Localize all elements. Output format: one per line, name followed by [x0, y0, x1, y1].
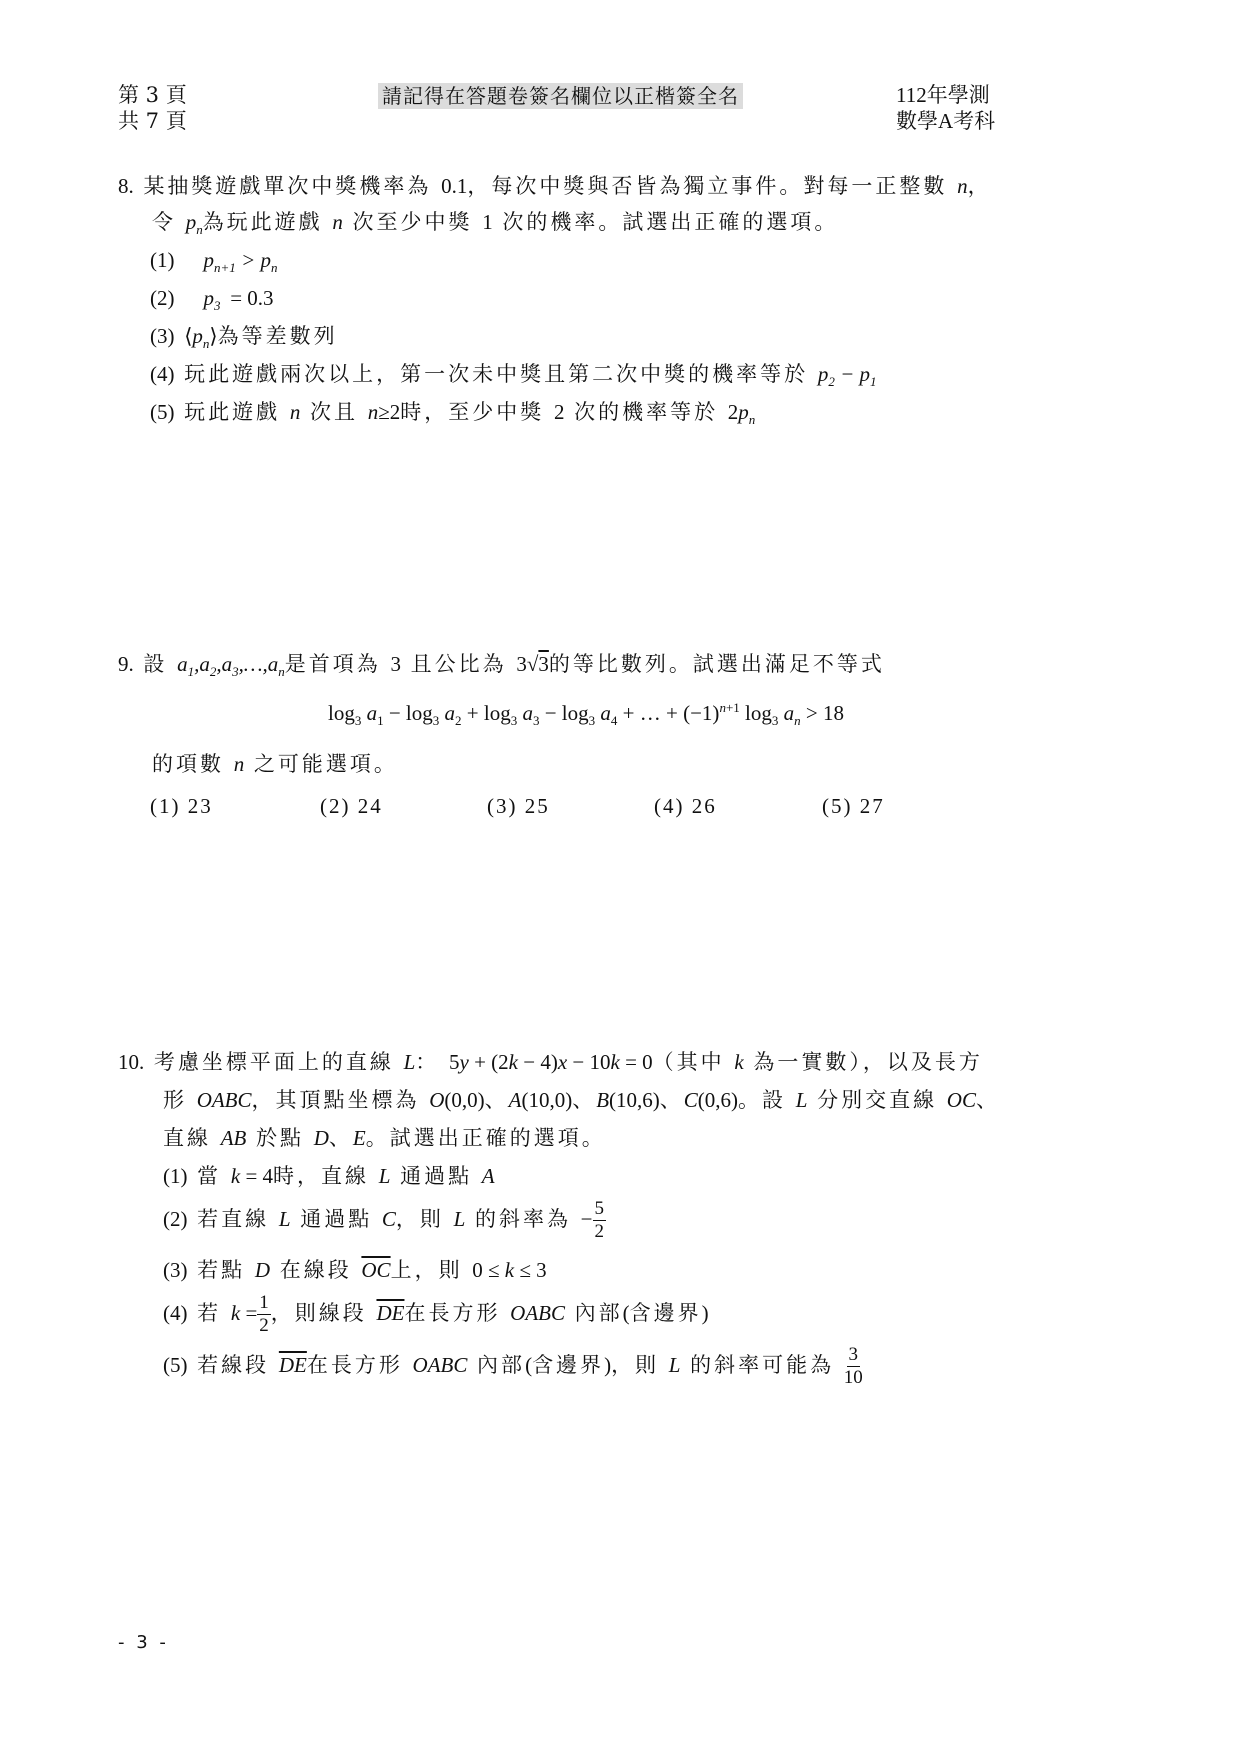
question-10-stem-line2: 形 OABC，其頂點坐標為 O(0,0)、A(10,0)、B(10,6)、C(0,6)。設 L 分別交直線 OC、 — [163, 1088, 1000, 1112]
question-8-stem-line2: 令 $p_n$為玩此遊戲 n 次至少中獎 1 次的機率。試選出正確的選項。 — [152, 210, 839, 238]
option-label: (2) — [320, 794, 351, 818]
option-label: (3) — [163, 1258, 188, 1282]
option-label: (2) — [163, 1207, 188, 1231]
question-10-option-1[interactable]: (1) 當 k = 4時，直線 L 通過點 A — [163, 1164, 495, 1188]
question-8-stem-line1 — [118, 172, 992, 200]
option-label: (5) — [822, 794, 853, 818]
option-label: (4) — [163, 1301, 188, 1325]
question-8-option-4[interactable]: (4) 玩此遊戲兩次以上，第一次未中獎且第二次中獎的機率等於 $p_2 - p_1$ — [150, 362, 877, 390]
question-8-option-1[interactable]: (1) $p_{n+1} > p_n$ — [150, 248, 278, 276]
option-label: (1) — [163, 1164, 188, 1188]
signature-reminder-banner: 請記得在答題卷簽名欄位以正楷簽全名 — [378, 83, 743, 109]
fraction-3-over-10: $\frac{3}{10}$ — [843, 1344, 863, 1388]
exam-subject: 數學A考科 — [896, 109, 996, 133]
stem-text: 某抽獎遊戲單次中獎機率為 0.1，每次中獎與否皆為獨立事件。對每一正整數 n， — [143, 174, 992, 198]
fraction-5-over-2: $\frac{5}{2}$ — [594, 1198, 604, 1242]
question-9-option-5[interactable] — [822, 794, 885, 819]
question-8-option-2[interactable]: (2) $p_3 = 0.3$ — [150, 286, 274, 314]
option-text: 27 — [859, 794, 885, 818]
question-9-option-4[interactable] — [654, 794, 717, 819]
question-9-option-3[interactable] — [487, 794, 550, 819]
option-label: (2) — [150, 286, 175, 310]
option-text: 24 — [357, 794, 383, 818]
page-total: 共 7 頁 — [118, 109, 187, 133]
option-label: (1) — [150, 248, 175, 272]
question-10-stem-line1: 10. 考慮坐標平面上的直線 L： 5y + (2k − 4)x − 10k = 0（其中 k 為一實數），以及長方 — [118, 1050, 983, 1074]
question-number: 8. — [118, 174, 134, 198]
question-10-stem-line3: 直線 AB 於點 D、E。試選出正確的選項。 — [163, 1126, 606, 1150]
page-current: 第 3 頁 — [118, 83, 187, 107]
question-8-option-3[interactable]: (3) $⟨p_n⟩$為等差數列 — [150, 324, 338, 352]
question-10-option-4[interactable]: (4) 若 k = $\frac{1}{2}$ ，則線段 $\overline{DE}$在長方形 OABC 內部(含邊界) — [163, 1292, 709, 1336]
option-label: (5) — [150, 400, 175, 424]
question-10-option-2[interactable]: (2) 若直線 L 通過點 C，則 L 的斜率為 − $\frac{5}{2}$ — [163, 1198, 604, 1242]
question-9-stem-line1: 9. 設 $a_1,a_2,a_3,\dots,a_n$是首項為 3 且公比為 3√3的等比數列。試選出滿足不等式 — [118, 652, 885, 680]
option-label: (3) — [487, 794, 518, 818]
option-text: 23 — [187, 794, 213, 818]
option-text: 26 — [691, 794, 717, 818]
question-number: 10. — [118, 1050, 145, 1074]
option-label: (1) — [150, 794, 181, 818]
page-number-footer: - 3 - — [118, 1632, 169, 1653]
question-9-inequality: $\log_3 a_1 - \log_3 a_2 + \log_3 a_3 - \log_3 a_4$ + … + $(-1)^{n+1}$ $\log_3 a_n > 18$ — [328, 700, 844, 729]
question-9-option-1[interactable] — [150, 794, 213, 819]
option-text: 25 — [524, 794, 550, 818]
option-label: (3) — [150, 324, 175, 348]
question-number: 9. — [118, 652, 134, 676]
option-label: (4) — [150, 362, 175, 386]
option-label: (5) — [163, 1353, 188, 1377]
question-8-option-5[interactable]: (5) 玩此遊戲 n 次且 n≥2時，至少中獎 2 次的機率等於 $2p_n$ — [150, 400, 756, 428]
question-10-option-5[interactable]: (5) 若線段 $\overline{DE}$在長方形 OABC 內部(含邊界)，則 L 的斜率可能為 $\frac{3}{10}$ — [163, 1344, 863, 1388]
question-9-option-2[interactable] — [320, 794, 383, 819]
question-10-option-3[interactable]: (3) 若點 D 在線段 $\overline{OC}$上，則 0 ≤ k ≤ 3 — [163, 1258, 547, 1282]
fraction-1-over-2: $\frac{1}{2}$ — [259, 1292, 269, 1336]
option-label: (4) — [654, 794, 685, 818]
exam-year: 112年學測 — [896, 83, 990, 107]
question-9-stem-line2: 的項數 n 之可能選項。 — [152, 752, 398, 776]
